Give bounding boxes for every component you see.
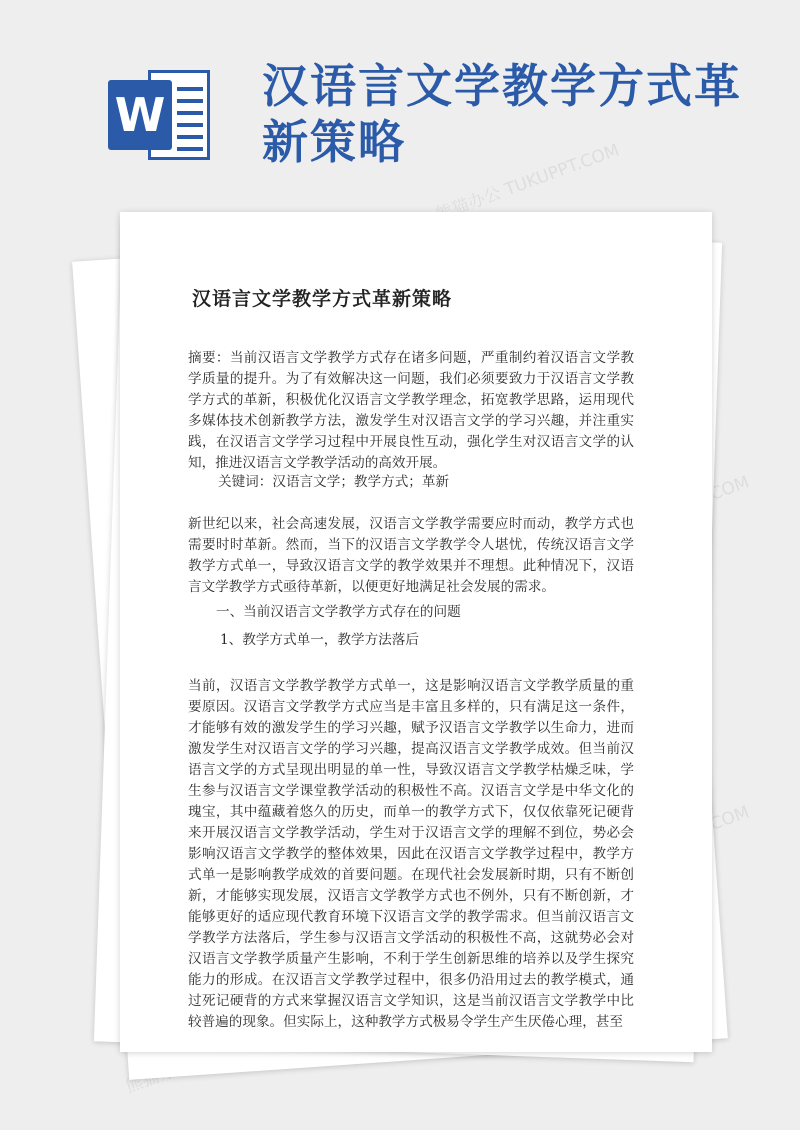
page-title: 汉语言文学教学方式革新策略: [262, 59, 742, 169]
subsection-heading: 1、教学方式单一，教学方法落后: [220, 632, 419, 648]
body-paragraph: 当前，汉语言文学教学教学方式单一，这是影响汉语言文学教学质量的重要原因。汉语言文学教学方式应当是丰富且多样的，只有满足这一条件，才能够有效的激发学生的学习兴趣，赋予汉语言文学教学以生命力，进而激发学生对汉语言文学的学习兴趣，提高汉语言文学教学成效。但当前汉语言文学的方式呈现出明显的单一性，导致汉语言文学教学枯燥乏味，学生参与汉语言文学课堂教学活动的积极性不高。汉语言文学是中华文化的瑰宝，其中蕴藏着悠久的历史，而单一的教学方式下，仅仅依靠死记硬背来开展汉语言文学教学活动，学生对于汉语言文学的理解不到位，势必会影响汉语言文学教学的整体效果，因此在汉语言文学教学过程中，教学方式单一是影响教学成效的首要问题。在现代社会发展新时期，只有不断创新，才能够实现发展，汉语言文学教学方式也不例外，只有不断创新，才能够更好的适应现代教育环境下汉语言文学的教学需求。但当前汉语言文学教学方法落后，学生参与汉语言文学活动的积极性不高，这就势必会对汉语言文学教学质量产生影响，不利于学生创新思维的培养以及学生探究能力的形成。在汉语言文学教学过程中，很多仍沿用过去的教学模式，通过死记硬背的方式来掌握汉语言文学知识，这是当前汉语言文学教学中比较普遍的现象。但实际上，这种教学方式极易令学生产生厌倦心理，甚至: [188, 678, 634, 1030]
intro-paragraph: 新世纪以来，社会高速发展，汉语言文学教学需要应时而动，教学方式也需要时时革新。然而，当下的汉语言文学教学令人堪忧，传统汉语言文学教学方式单一，导致汉语言文学的教学效果并不理想。此种情况下，汉语言文学教学方式亟待革新，以便更好地满足社会发展的需求。: [188, 516, 634, 595]
watermark: 熊猫办公 TUKUPPT.COM: [433, 140, 623, 226]
section-heading: 一、当前汉语言文学教学方式存在的问题: [216, 604, 461, 620]
abstract-paragraph: 摘要：当前汉语言文学教学方式存在诸多问题，严重制约着汉语言文学教学质量的提升。为了有效解决这一问题，我们必须要致力于汉语言文学教学方式的革新，积极优化汉语言文学教学理念，拓宽教学思路，运用现代多媒体技术创新教学方法，激发学生对汉语言文学的学习兴趣，并注重实践，在汉语言文学学习过程中开展良性互动，强化学生对汉语言文学的认知，推进汉语言文学教学活动的高效开展。: [188, 350, 634, 471]
keywords-line: 关键词：汉语言文学；教学方式；革新: [218, 474, 450, 490]
document-title: 汉语言文学教学方式革新策略: [192, 288, 453, 310]
word-icon: [108, 70, 216, 160]
word-icon-letter: W: [108, 80, 172, 150]
